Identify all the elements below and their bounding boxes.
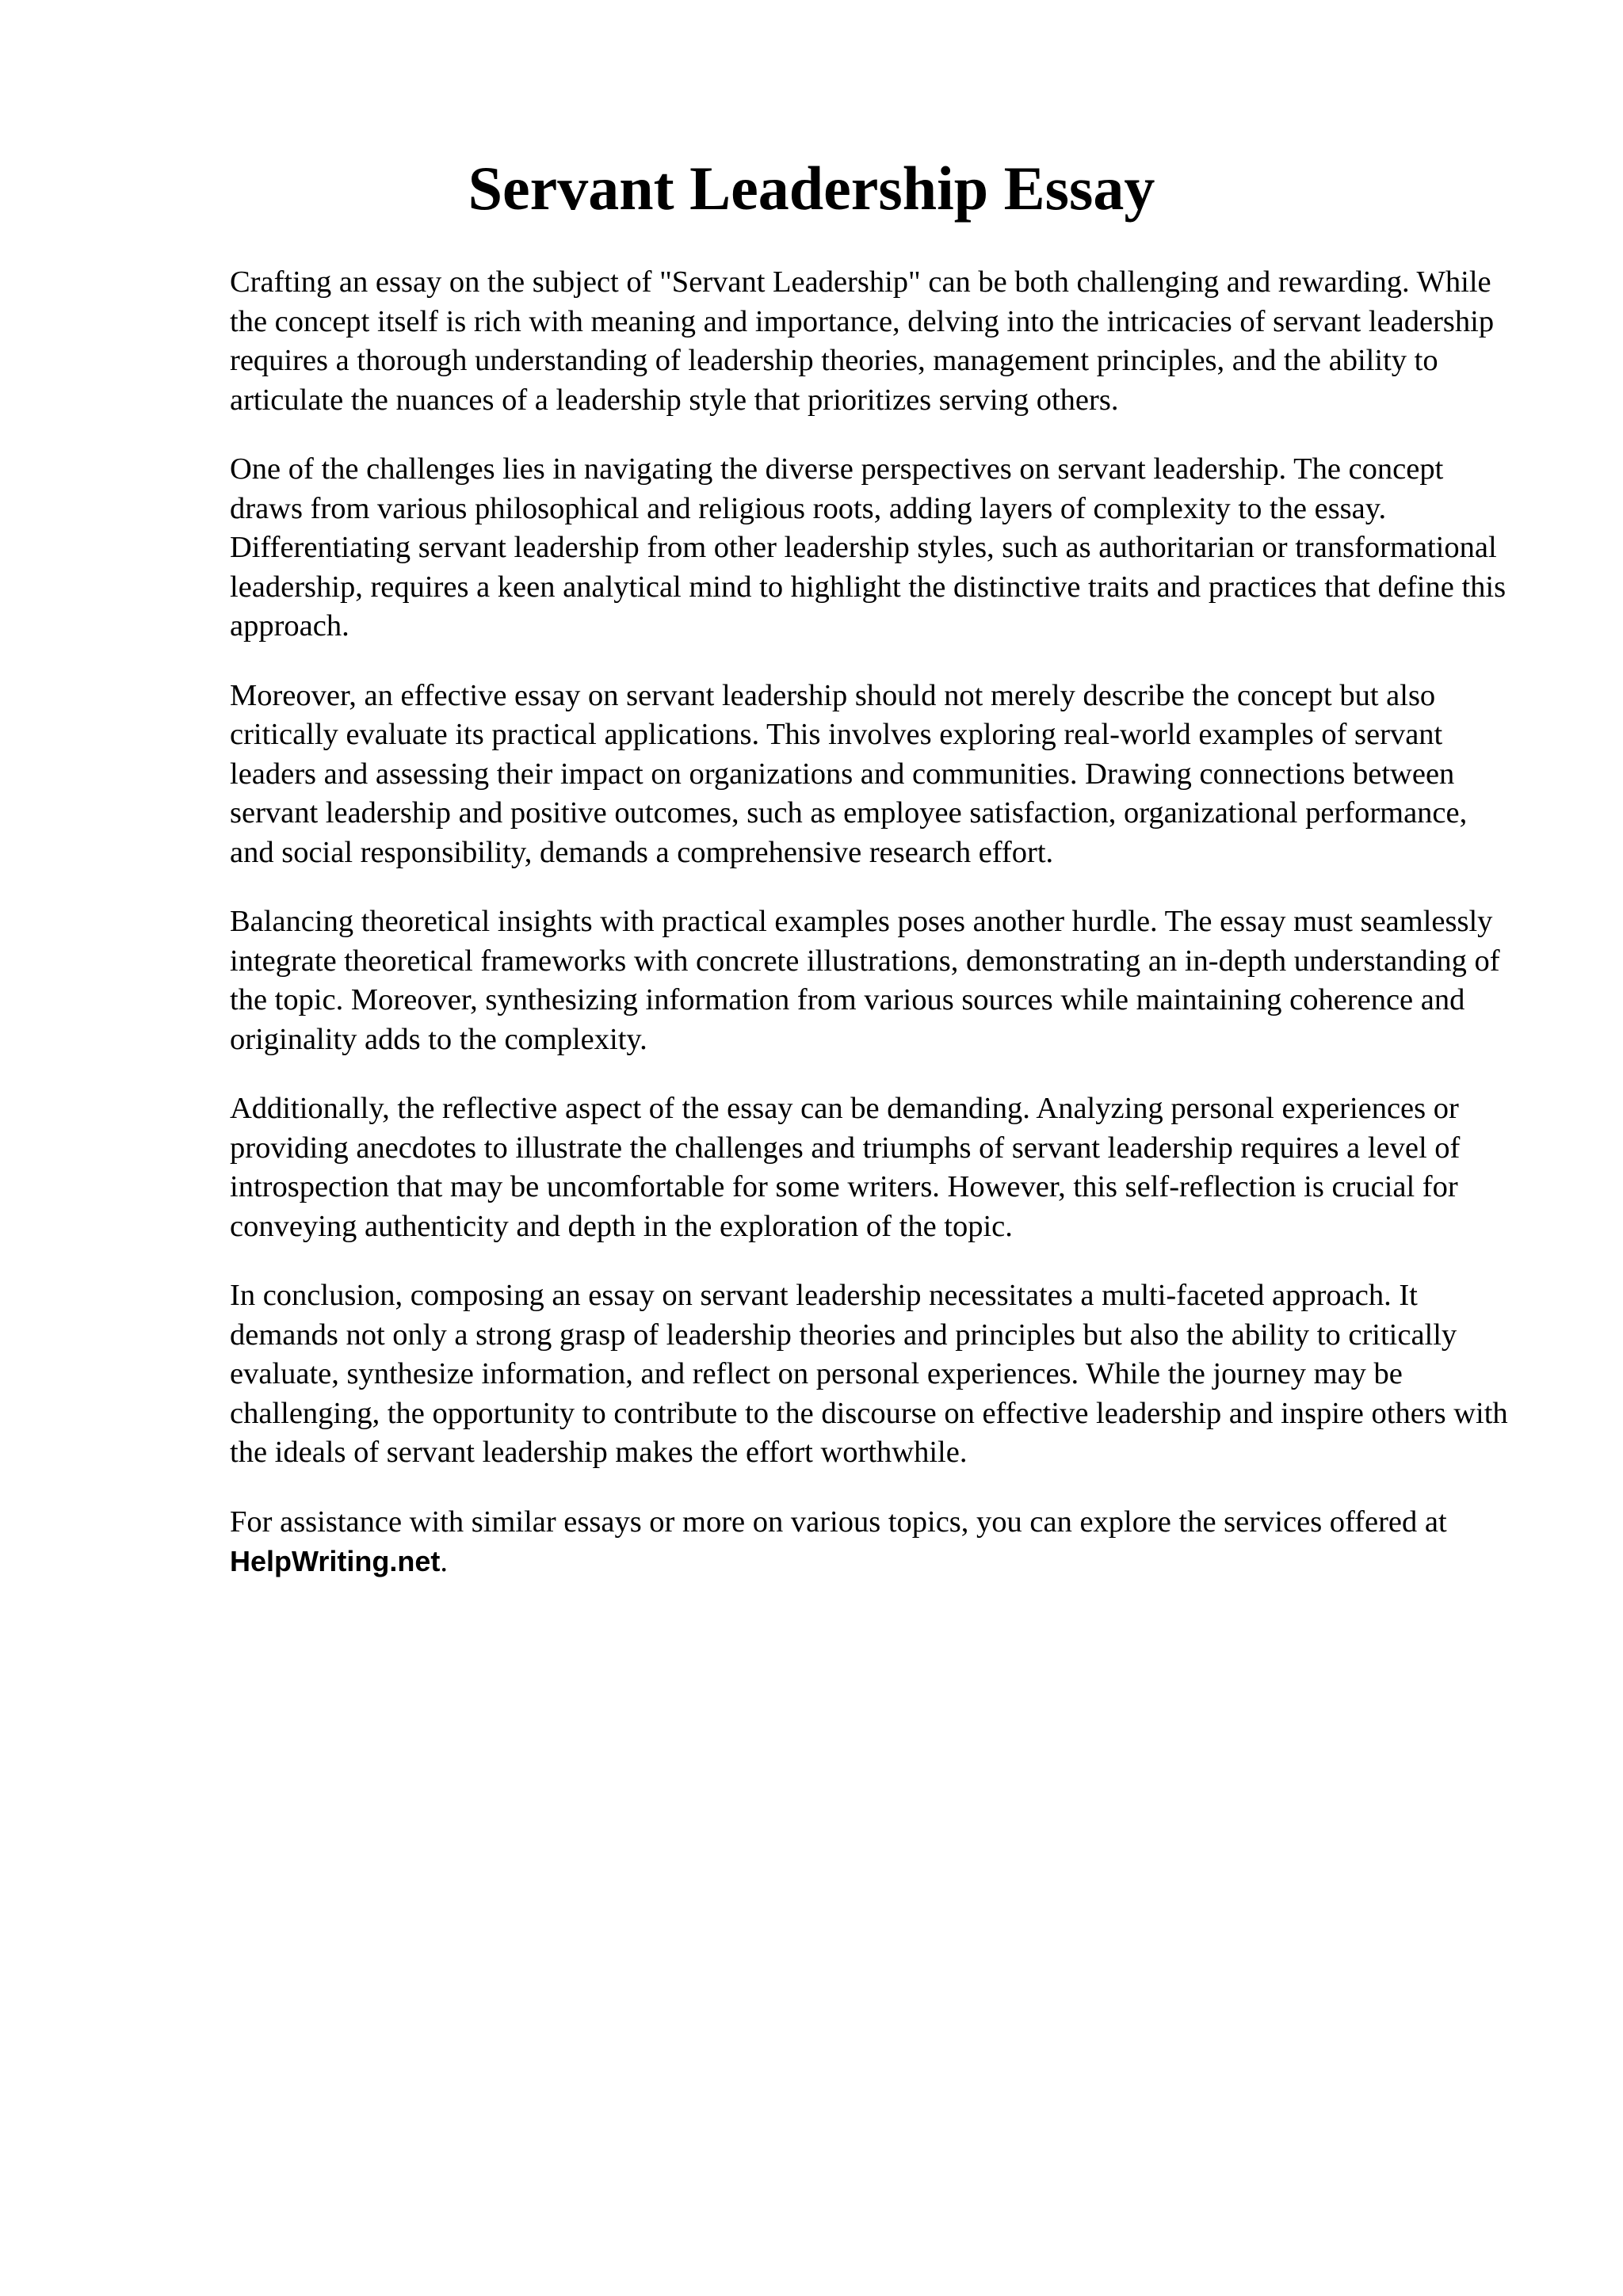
- page-title: Servant Leadership Essay: [468, 154, 1155, 223]
- closing-text: For assistance with similar essays or more on various topics, you can explore the services offered at: [230, 1505, 1447, 1539]
- paragraph-6: In conclusion, composing an essay on servant leadership necessitates a multi-faceted approach. It demands not only a strong grasp of leadership theories and principles but also the ability to critically evaluate, synthesize information, and reflect on personal experiences. While the journey may be challenging, the opportunity to contribute to the discourse on effective leadership and inspire others with the ideals of servant leadership makes the effort worthwhile.: [230, 1279, 1508, 1469]
- closing-period: .: [440, 1545, 448, 1578]
- helpwriting-link[interactable]: HelpWriting.net: [230, 1545, 441, 1577]
- closing-paragraph: [230, 1503, 1514, 1582]
- paragraph-4: Balancing theoretical insights with practical examples poses another hurdle. The essay must seamlessly integrate theoretical frameworks with concrete illustrations, demonstrating an in-depth understanding of the topic. Moreover, synthesizing information from various sources while maintaining coherence and originality adds to the complexity.: [230, 905, 1500, 1056]
- paragraph-2: One of the challenges lies in navigating the diverse perspectives on servant leadership. The concept draws from various philosophical and religious roots, adding layers of complexity to the essay. Differentiating servant leadership from other leadership styles, such as authoritarian or transformational leadership, requires a keen analytical mind to highlight the distinctive traits and practices that define this approach.: [230, 452, 1507, 643]
- paragraph-1: Crafting an essay on the subject of "Servant Leadership" can be both challenging and rewarding. While the concept itself is rich with meaning and importance, delving into the intricacies of servant leadership requires a thorough understanding of leadership theories, management principles, and the ability to articulate the nuances of a leadership style that prioritizes serving others.: [230, 265, 1495, 417]
- essay-body: [230, 263, 1514, 1582]
- paragraph-3: Moreover, an effective essay on servant leadership should not merely describe the concept but also critically evaluate its practical applications. This involves exploring real-world examples of servant leaders and assessing their impact on organizations and communities. Drawing connections between servant leadership and positive outcomes, such as employee satisfaction, organizational performance, and social responsibility, demands a comprehensive research effort.: [230, 678, 1468, 869]
- paragraph-5: Additionally, the reflective aspect of the essay can be demanding. Analyzing personal experiences or providing anecdotes to illustrate the challenges and triumphs of servant leadership requires a level of introspection that may be uncomfortable for some writers. However, this self-reflection is crucial for conveying authenticity and depth in the exploration of the topic.: [230, 1092, 1461, 1243]
